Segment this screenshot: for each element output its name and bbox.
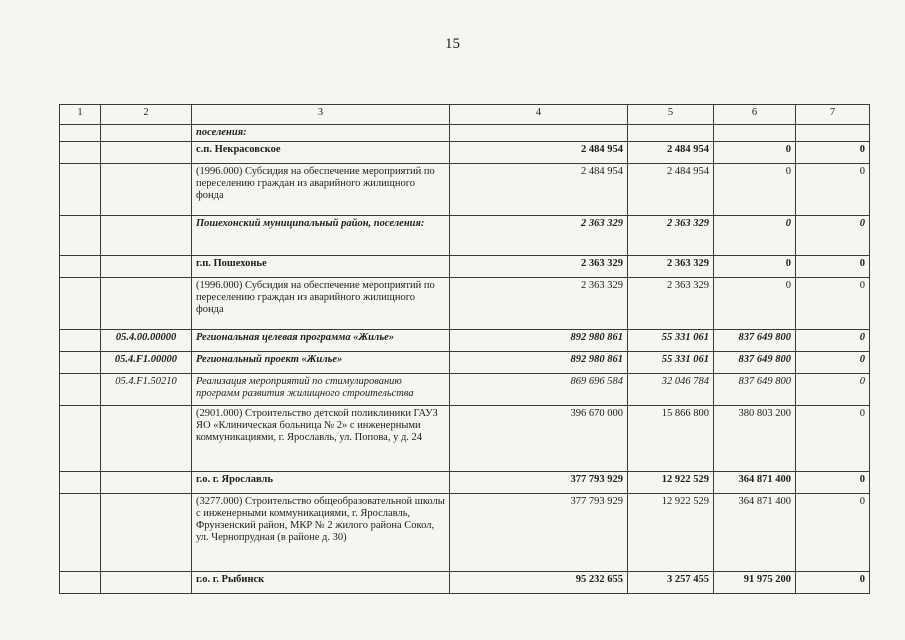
cell-col-1 — [60, 164, 101, 216]
cell-col-7: 0 — [796, 142, 870, 164]
cell-total: 2 363 329 — [450, 256, 628, 278]
table-row — [60, 216, 870, 256]
cell-col-1 — [60, 572, 101, 594]
cell-col-1 — [60, 352, 101, 374]
header-col-3: 3 — [192, 105, 450, 125]
cell-col-1 — [60, 406, 101, 472]
cell-code — [101, 494, 192, 572]
cell-col-7: 0 — [796, 352, 870, 374]
cell-code — [101, 278, 192, 330]
cell-col-5: 55 331 061 — [628, 352, 714, 374]
cell-code: 05.4.F1.00000 — [101, 352, 192, 374]
cell-description: г.п. Пошехонье — [192, 256, 450, 278]
cell-description: Региональный проект «Жилье» — [192, 352, 450, 374]
cell-col-6: 0 — [714, 256, 796, 278]
cell-total: 869 696 584 — [450, 374, 628, 406]
cell-total: 892 980 861 — [450, 352, 628, 374]
cell-col-7: 0 — [796, 374, 870, 406]
cell-col-6: 0 — [714, 278, 796, 330]
table-header-row — [60, 105, 870, 125]
cell-col-7 — [796, 125, 870, 142]
cell-total: 892 980 861 — [450, 330, 628, 352]
cell-col-1 — [60, 256, 101, 278]
cell-col-6: 837 649 800 — [714, 352, 796, 374]
cell-total: 2 363 329 — [450, 216, 628, 256]
cell-col-6: 380 803 200 — [714, 406, 796, 472]
cell-code: 05.4.F1.50210 — [101, 374, 192, 406]
cell-col-5: 2 484 954 — [628, 142, 714, 164]
cell-code — [101, 142, 192, 164]
cell-col-6 — [714, 125, 796, 142]
cell-description: Реализация мероприятий по стимулированию программ развития жилищного строительства — [192, 374, 450, 406]
cell-code — [101, 125, 192, 142]
cell-col-7: 0 — [796, 278, 870, 330]
cell-col-1 — [60, 278, 101, 330]
cell-description: (1996.000) Субсидия на обеспечение мероприятий по переселению граждан из аварийного жилищного фонда — [192, 164, 450, 216]
header-col-2: 2 — [101, 105, 192, 125]
cell-code — [101, 216, 192, 256]
header-col-1: 1 — [60, 105, 101, 125]
cell-col-1 — [60, 494, 101, 572]
table-row — [60, 142, 870, 164]
cell-col-5: 32 046 784 — [628, 374, 714, 406]
cell-code: 05.4.00.00000 — [101, 330, 192, 352]
cell-col-6: 0 — [714, 216, 796, 256]
cell-col-5: 2 363 329 — [628, 256, 714, 278]
table-row — [60, 406, 870, 472]
cell-col-6: 0 — [714, 164, 796, 216]
cell-col-7: 0 — [796, 330, 870, 352]
cell-col-5: 2 484 954 — [628, 164, 714, 216]
cell-description: (3277.000) Строительство общеобразовательной школы с инженерными коммуникациями, г. Ярославль, Фрунзенский район, МКР № 2 жилого района Сокол, ул. Чернопрудная (в районе д. 30) — [192, 494, 450, 572]
cell-code — [101, 256, 192, 278]
cell-total: 396 670 000 — [450, 406, 628, 472]
cell-col-6: 0 — [714, 142, 796, 164]
table-row — [60, 164, 870, 216]
cell-description: Пошехонский муниципальный район, поселения: — [192, 216, 450, 256]
cell-description: г.о. г. Рыбинск — [192, 572, 450, 594]
cell-col-1 — [60, 472, 101, 494]
table-row — [60, 494, 870, 572]
cell-col-7: 0 — [796, 256, 870, 278]
cell-col-7: 0 — [796, 164, 870, 216]
cell-col-6: 837 649 800 — [714, 330, 796, 352]
cell-col-6: 91 975 200 — [714, 572, 796, 594]
header-col-4: 4 — [450, 105, 628, 125]
cell-total: 2 363 329 — [450, 278, 628, 330]
table-body — [60, 125, 870, 594]
page-number: 15 — [445, 36, 460, 52]
cell-col-1 — [60, 374, 101, 406]
cell-total: 377 793 929 — [450, 472, 628, 494]
cell-col-6: 364 871 400 — [714, 472, 796, 494]
cell-col-5: 2 363 329 — [628, 278, 714, 330]
cell-description: г.о. г. Ярославль — [192, 472, 450, 494]
header-col-5: 5 — [628, 105, 714, 125]
table-row — [60, 256, 870, 278]
budget-table — [59, 104, 870, 594]
cell-col-7: 0 — [796, 572, 870, 594]
cell-code — [101, 572, 192, 594]
cell-code — [101, 472, 192, 494]
table-row — [60, 278, 870, 330]
header-col-6: 6 — [714, 105, 796, 125]
cell-col-7: 0 — [796, 216, 870, 256]
header-col-7: 7 — [796, 105, 870, 125]
cell-col-5 — [628, 125, 714, 142]
cell-col-7: 0 — [796, 494, 870, 572]
table-row — [60, 352, 870, 374]
table-row — [60, 125, 870, 142]
cell-col-6: 837 649 800 — [714, 374, 796, 406]
cell-col-5: 15 866 800 — [628, 406, 714, 472]
cell-total — [450, 125, 628, 142]
cell-col-7: 0 — [796, 472, 870, 494]
cell-col-1 — [60, 216, 101, 256]
cell-total: 95 232 655 — [450, 572, 628, 594]
cell-total: 2 484 954 — [450, 142, 628, 164]
cell-col-7: 0 — [796, 406, 870, 472]
table-row — [60, 572, 870, 594]
cell-col-5: 12 922 529 — [628, 472, 714, 494]
cell-col-1 — [60, 142, 101, 164]
cell-col-5: 2 363 329 — [628, 216, 714, 256]
cell-description: (2901.000) Строительство детской поликлиники ГАУЗ ЯО «Клиническая больница № 2» с инженерными коммуникациями, г. Ярославль, ул. Попова, у д. 24 — [192, 406, 450, 472]
cell-col-1 — [60, 330, 101, 352]
cell-code — [101, 406, 192, 472]
table-row — [60, 472, 870, 494]
cell-description: Региональная целевая программа «Жилье» — [192, 330, 450, 352]
cell-col-5: 3 257 455 — [628, 572, 714, 594]
cell-col-5: 12 922 529 — [628, 494, 714, 572]
cell-col-6: 364 871 400 — [714, 494, 796, 572]
table-row — [60, 374, 870, 406]
cell-col-1 — [60, 125, 101, 142]
table-row — [60, 330, 870, 352]
cell-code — [101, 164, 192, 216]
cell-description: с.п. Некрасовское — [192, 142, 450, 164]
cell-col-5: 55 331 061 — [628, 330, 714, 352]
cell-description: поселения: — [192, 125, 450, 142]
cell-description: (1996.000) Субсидия на обеспечение мероприятий по переселению граждан из аварийного жилищного фонда — [192, 278, 450, 330]
cell-total: 377 793 929 — [450, 494, 628, 572]
cell-total: 2 484 954 — [450, 164, 628, 216]
